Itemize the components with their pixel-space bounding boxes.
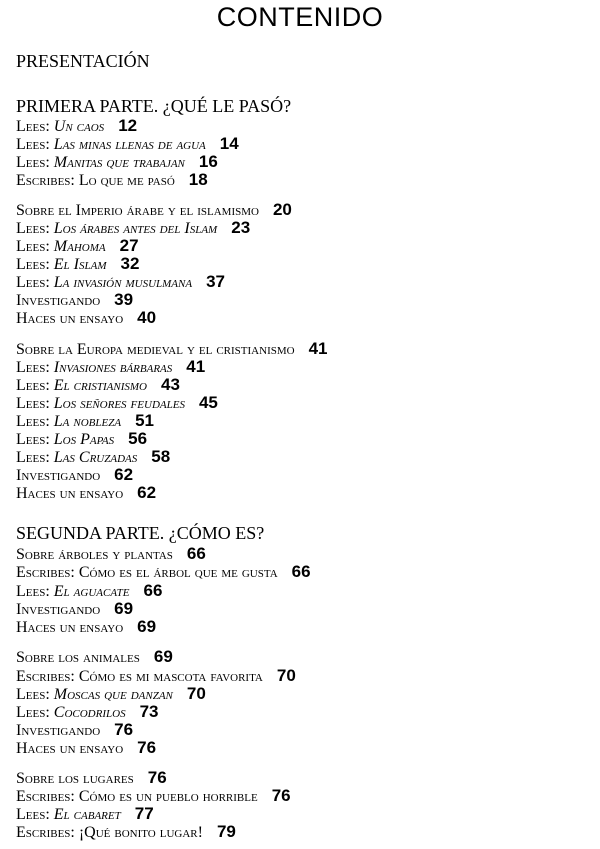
toc-entry: [16, 685, 206, 704]
entry-label: Lees:: [16, 806, 54, 823]
toc-entry: [16, 823, 236, 842]
entry-label: Lees:: [16, 220, 54, 237]
entry-title: El aguacate: [53, 583, 130, 600]
entry-title: Invasiones bárbaras: [53, 359, 173, 376]
entry-label: Lees:: [16, 413, 54, 430]
entry-title: Moscas que danzan: [53, 686, 173, 703]
entry-label: Lees:: [16, 431, 54, 448]
toc-entry: [16, 484, 156, 503]
entry-label: Haces un ensayo: [16, 619, 124, 636]
entry-label: Investigando: [16, 722, 101, 739]
entry-label: Lees:: [16, 274, 54, 291]
entry-label: Investigando: [16, 292, 101, 309]
entry-label: Escribes: ¡Qué bonito lugar!: [16, 824, 203, 841]
entry-label: Lees:: [16, 256, 54, 273]
entry-label: Lees:: [16, 583, 54, 600]
page-number: 51: [135, 411, 154, 430]
toc-entry: [16, 309, 156, 328]
entry-label: Lees:: [16, 395, 54, 412]
entry-title: Cocodrilos: [53, 704, 126, 721]
toc-entry: [16, 582, 162, 601]
toc-entry: [16, 466, 133, 485]
toc-entry: [16, 600, 133, 619]
entry-label: Escribes: Cómo es mi mascota favorita: [16, 668, 263, 685]
toc-entry: [16, 805, 154, 824]
toc-entry: [16, 153, 218, 172]
entry-label: Investigando: [16, 601, 101, 618]
entry-label: Sobre el Imperio árabe y el islamismo: [16, 202, 259, 219]
page-number: 70: [186, 684, 206, 703]
toc-entry: [16, 291, 133, 310]
page-number: 56: [128, 429, 148, 448]
entry-label: Lees:: [16, 118, 54, 135]
entry-label: Haces un ensayo: [16, 310, 124, 327]
page-number: 14: [219, 134, 239, 153]
toc-entry: [16, 376, 180, 395]
toc-entry: [16, 721, 133, 740]
entry-title: Lo que me pasó: [78, 172, 175, 189]
page-number: 66: [143, 581, 163, 600]
page-number: 66: [291, 562, 311, 581]
page-number: 41: [308, 339, 328, 358]
entry-label: Lees:: [16, 359, 54, 376]
entry-label: Lees:: [16, 136, 54, 153]
page-number: 62: [114, 465, 134, 484]
entry-label: Lees:: [16, 377, 54, 394]
page-number: 76: [137, 738, 157, 757]
entry-title: Las Cruzadas: [53, 449, 138, 466]
page-number: 40: [137, 308, 157, 327]
toc-entry: [16, 648, 173, 667]
entry-label: Escribes:: [16, 172, 79, 189]
entry-title: El cristianismo: [53, 377, 147, 394]
entry-label: Lees:: [16, 449, 54, 466]
entry-label: Investigando: [16, 467, 101, 484]
page-number: 37: [206, 272, 225, 291]
toc-entry: [16, 171, 208, 190]
page-number: 32: [120, 254, 140, 273]
toc-entry: [16, 394, 218, 413]
toc-entry: [16, 340, 328, 359]
entry-title: Manitas que trabajan: [53, 154, 185, 171]
page-number: 76: [114, 720, 134, 739]
page-number: 45: [198, 393, 218, 412]
page-number: 12: [118, 116, 138, 135]
entry-label: Lees:: [16, 686, 54, 703]
entry-label: Sobre los lugares: [16, 770, 134, 787]
entry-title: Los Papas: [53, 431, 115, 448]
toc-entry: [16, 545, 206, 564]
entry-title: Un caos: [53, 118, 105, 135]
page-number: 77: [134, 804, 154, 823]
page-title: CONTENIDO: [216, 2, 384, 32]
entry-title: Los señores feudales: [53, 395, 185, 412]
toc-entry: [16, 430, 147, 449]
toc-entry: [16, 563, 311, 582]
page-number: 70: [276, 666, 296, 685]
entry-title: El Islam: [53, 256, 107, 273]
page-number: 66: [186, 544, 206, 563]
entry-label: Escribes: Cómo es el árbol que me gusta: [16, 564, 278, 581]
toc-entry: [16, 667, 296, 686]
toc-entry: [16, 201, 292, 220]
entry-title: El cabaret: [53, 806, 121, 823]
entry-label: Lees:: [16, 154, 54, 171]
entry-label: Escribes: Cómo es un pueblo horrible: [16, 788, 258, 805]
entry-title: Mahoma: [53, 238, 106, 255]
page-number: 39: [114, 290, 134, 309]
toc-entry: [16, 769, 167, 788]
page-number: 69: [153, 647, 173, 666]
page-number: 76: [271, 786, 291, 805]
toc-entry: [16, 448, 170, 467]
page-number: 27: [119, 236, 139, 255]
toc-entry: [16, 703, 159, 722]
page-number: 58: [151, 447, 171, 466]
page-number: 69: [114, 599, 134, 618]
page-number: 18: [188, 170, 208, 189]
entry-label: Sobre árboles y plantas: [16, 546, 173, 563]
page-number: 69: [137, 617, 157, 636]
page-number: 76: [147, 768, 167, 787]
entry-title: La invasión musulmana: [53, 274, 193, 291]
toc-entry: [16, 255, 139, 274]
page-number: 41: [186, 357, 206, 376]
entry-title: La nobleza: [53, 413, 122, 430]
presentacion-heading: PRESENTACIÓN: [16, 51, 150, 71]
entry-label: Sobre la Europa medieval y el cristianismo: [16, 341, 295, 358]
toc-entry: [16, 739, 156, 758]
entry-label: Haces un ensayo: [16, 740, 124, 757]
entry-title: Los árabes antes del Islam: [53, 220, 218, 237]
page-number: 62: [137, 483, 157, 502]
page-number: 23: [231, 218, 251, 237]
parte2-heading: SEGUNDA PARTE. ¿CÓMO ES?: [16, 523, 265, 543]
toc-entry: [16, 117, 137, 136]
entry-label: Lees:: [16, 238, 54, 255]
entry-label: Sobre los animales: [16, 649, 140, 666]
entry-title: Las minas llenas de agua: [53, 136, 206, 153]
page-number: 43: [161, 375, 180, 394]
page-number: 79: [216, 822, 236, 841]
page-number: 20: [272, 200, 292, 219]
entry-label: Lees:: [16, 704, 54, 721]
page-number: 73: [139, 702, 159, 721]
page-number: 16: [198, 152, 218, 171]
entry-label: Haces un ensayo: [16, 485, 124, 502]
toc-entry: [16, 618, 156, 637]
parte1-heading: PRIMERA PARTE. ¿QUÉ LE PASÓ?: [16, 96, 292, 116]
